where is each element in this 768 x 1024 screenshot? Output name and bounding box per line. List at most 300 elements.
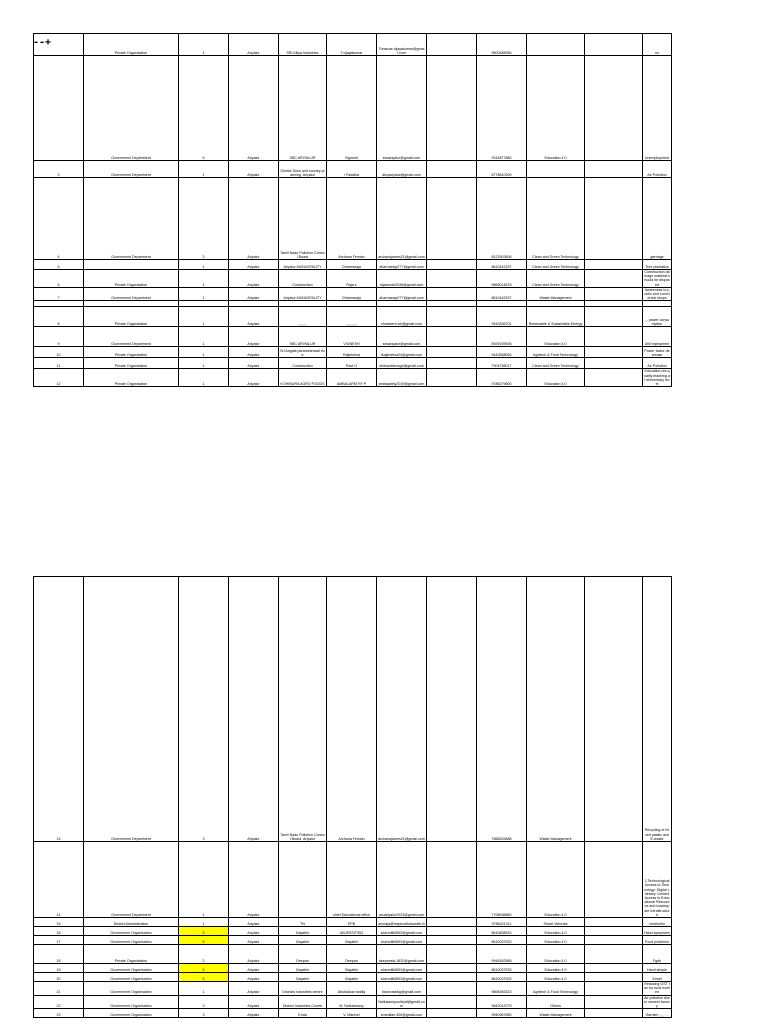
table-row	[34, 995, 672, 1009]
cell-theme[interactable]: Education 4.0	[527, 936, 585, 945]
cell-count[interactable]: 3	[179, 577, 229, 842]
cell-email[interactable]: bdcevavldig@gmail.com	[377, 982, 427, 996]
cell-problem[interactable]: Reducing GST tax for rural women	[644, 982, 670, 995]
cell-empty[interactable]	[427, 178, 477, 260]
table-row	[34, 327, 672, 347]
cell-org-type[interactable]: Private Organisation	[84, 369, 179, 387]
cell-contact[interactable]: AMBALAPATHY P	[327, 369, 377, 387]
cell-empty[interactable]	[427, 577, 477, 842]
cell-problem[interactable]: Fgdh	[643, 945, 672, 964]
cell-empty[interactable]	[585, 178, 643, 260]
cell-sno[interactable]: 19	[34, 964, 84, 973]
cell-count[interactable]: 1	[179, 347, 229, 358]
cell-org-type[interactable]: Private Organisation	[84, 358, 179, 369]
cell-problem[interactable]: Air Pollution	[643, 358, 672, 369]
cell-empty[interactable]	[585, 973, 643, 982]
cell-organisation[interactable]: Construction	[279, 358, 327, 369]
cell-empty[interactable]	[585, 577, 643, 842]
cell-empty[interactable]	[585, 1009, 643, 1018]
cell-problem[interactable]: Education not quality teaching at elementary level	[644, 369, 670, 387]
cell-empty[interactable]	[427, 1009, 477, 1018]
cell-phone[interactable]: 7708938860	[477, 842, 527, 918]
cell-phone[interactable]: 9443336701	[477, 307, 527, 327]
table-row	[34, 1009, 672, 1018]
cell-empty[interactable]	[585, 936, 643, 945]
cell-phone[interactable]: 8610037533	[477, 936, 527, 945]
cell-org-type[interactable]: Government Organisation	[84, 995, 179, 1009]
cell-empty[interactable]	[427, 287, 477, 301]
cell-email[interactable]: dharmaraja777@gmail.com	[377, 260, 427, 270]
cell-sno[interactable]: 23	[34, 1009, 84, 1018]
cell-empty[interactable]	[427, 270, 477, 288]
cell-org-type[interactable]: Government Department	[84, 56, 179, 161]
cell-phone[interactable]: 9344877880	[477, 56, 527, 161]
cell-contact[interactable]: M. Nalluswamy	[327, 995, 377, 1009]
cell-empty[interactable]	[427, 995, 477, 1009]
cell-district[interactable]: Ariyalur	[229, 34, 279, 56]
cell-district[interactable]: Ariyalur	[229, 161, 279, 178]
cell-email[interactable]: dharmaraja777@gmail.com	[377, 287, 427, 301]
cell-theme[interactable]: Education 4.0	[527, 56, 585, 161]
cell-theme[interactable]: Education 4.0	[527, 964, 585, 973]
cell-empty[interactable]	[585, 927, 643, 936]
cell-district[interactable]: Ariyalur	[229, 918, 279, 927]
cell-empty[interactable]	[585, 327, 643, 347]
cell-phone[interactable]: 7904798017	[477, 358, 527, 369]
cell-count-highlighted[interactable]: 5	[179, 973, 229, 982]
cell-district[interactable]: Ariyalur	[229, 287, 279, 301]
table-row	[34, 982, 672, 996]
cell-contact[interactable]: Gayathri	[327, 973, 377, 982]
cell-theme[interactable]: Waste Management	[527, 577, 585, 842]
cell-contact[interactable]: Ravi G	[327, 358, 377, 369]
cell-empty[interactable]	[585, 369, 643, 387]
cell-sno[interactable]: 8	[34, 307, 84, 327]
cell-sno[interactable]: 5	[34, 260, 84, 270]
cell-organisation[interactable]: Ariyalur MUNICIPALITY	[279, 287, 327, 301]
cell-organisation[interactable]: KOHINURA AGRO FOODS	[279, 369, 327, 387]
cell-phone[interactable]: 9940967850	[477, 1009, 527, 1018]
cell-count-highlighted[interactable]: 5	[179, 927, 229, 936]
cell-empty[interactable]	[585, 945, 643, 964]
cell-empty[interactable]	[427, 327, 477, 347]
cell-org-type[interactable]: Private Organisation	[84, 307, 179, 327]
cell-organisation[interactable]: Tamil Nadu Pollution Control Board, Ariyalur	[279, 577, 327, 842]
cell-email[interactable]: anuraja@tnspicndhasarath.in	[377, 918, 427, 927]
cell-org-type[interactable]: Government Department	[84, 842, 179, 918]
cell-empty[interactable]	[427, 936, 477, 945]
cell-problem[interactable]: 1.Technological Access to Technology: Digital Literacy: Limited Access to Educational Resources and Inadequate Infrastructure	[643, 842, 672, 918]
cell-phone[interactable]: 9894545323	[477, 982, 527, 996]
cell-sno[interactable]: 17	[34, 936, 84, 945]
cell-organisation[interactable]: District Town and country planning, Ariyalur	[279, 161, 327, 178]
cell-count[interactable]: 1	[179, 161, 229, 178]
cell-contact[interactable]: Gayathri	[327, 964, 377, 973]
cell-organisation[interactable]: Deepan	[279, 945, 327, 964]
cell-problem[interactable]: Tree plantation	[643, 260, 672, 270]
cell-theme[interactable]: Waste Management	[527, 1009, 585, 1018]
cell-empty[interactable]	[427, 56, 477, 161]
cell-problem[interactable]: no	[643, 34, 672, 56]
cell-district[interactable]: Ariyalur	[229, 347, 279, 358]
cell-count[interactable]: 1	[179, 369, 229, 387]
cell-theme[interactable]: Education 4.0	[527, 927, 585, 936]
cell-email[interactable]: Nallusamipoultrydl@gmail.com	[377, 995, 427, 1009]
cell-problem[interactable]: Hand symptoms	[643, 927, 672, 936]
cell-problem[interactable]: Air Pollution	[643, 161, 672, 178]
cell-empty[interactable]	[427, 964, 477, 973]
cell-contact[interactable]: EPB	[327, 918, 377, 927]
cell-problem[interactable]: Unemployment	[643, 56, 672, 161]
cell-contact[interactable]: Deepan	[327, 945, 377, 964]
cell-count[interactable]: 1	[179, 307, 229, 327]
cell-organisation[interactable]: SBC ARIYALUR	[279, 327, 327, 347]
cell-district[interactable]: Ariyalur	[229, 307, 279, 327]
cell-problem[interactable]: Power factor decrease	[643, 347, 672, 358]
cell-theme[interactable]: Clean and Green Technology	[527, 260, 585, 270]
cell-empty[interactable]	[427, 842, 477, 918]
cell-problem[interactable]: Air pollution due to cement factory	[644, 995, 670, 1009]
cell-contact[interactable]: ABJESSIT553	[327, 927, 377, 936]
table-row	[34, 358, 672, 369]
cell-empty[interactable]	[427, 347, 477, 358]
cell-district[interactable]: Ariyalur	[229, 358, 279, 369]
cell-sno[interactable]: 3	[34, 161, 84, 178]
cell-empty[interactable]	[585, 347, 643, 358]
cell-count[interactable]: 1	[179, 842, 229, 918]
cell-district[interactable]: Ariyalur	[229, 936, 279, 945]
cell-count-highlighted[interactable]: 5	[179, 936, 229, 945]
cell-sno[interactable]: 16	[34, 927, 84, 936]
cell-count[interactable]: 1	[179, 260, 229, 270]
cell-sno[interactable]: 7	[34, 287, 84, 301]
cell-empty[interactable]	[585, 842, 643, 918]
cell-org-type[interactable]: Private Organisation	[84, 270, 179, 288]
cell-phone[interactable]: 9944552565	[477, 945, 527, 964]
cell-theme[interactable]: Education 4.0	[527, 369, 585, 387]
cell-organisation[interactable]	[279, 842, 327, 918]
cell-sno[interactable]: 22	[34, 995, 84, 1009]
cell-problem[interactable]: Construction damage material should be disposed	[644, 270, 670, 287]
cell-email[interactable]: ceoariyalur2023@gmail.com	[377, 842, 427, 918]
cell-problem[interactable]: Food problems	[643, 936, 672, 945]
table-row	[34, 347, 672, 358]
cell-organisation[interactable]: ,,,,,,,,	[279, 307, 327, 327]
cell-empty[interactable]	[427, 307, 477, 327]
cell-theme[interactable]: Education 4.0	[527, 842, 585, 918]
cell-count-highlighted[interactable]: 5	[179, 964, 229, 973]
cell-contact[interactable]: ,,,,,,,,,,,	[327, 307, 377, 327]
cell-district[interactable]: Ariyalur	[229, 577, 279, 842]
cell-theme[interactable]: Clean and Green Technology	[527, 270, 585, 288]
table-row	[34, 369, 672, 387]
cell-empty[interactable]	[585, 161, 643, 178]
cell-theme[interactable]	[527, 161, 585, 178]
cell-district[interactable]: Ariyalur	[229, 270, 279, 288]
cell-org-type[interactable]: Private Organisation	[84, 945, 179, 964]
cell-email[interactable]: sbcrediti0893@gmail.com	[377, 973, 427, 982]
cell-problem[interactable]: Recycling of mixed plastic and E-waste	[643, 577, 672, 842]
cell-organisation[interactable]: SBC ARIYALUR	[279, 56, 327, 161]
cell-phone[interactable]: 8122903808	[477, 178, 527, 260]
cell-problem[interactable]: Garnien ,,,,, ...	[643, 1009, 672, 1018]
cell-district[interactable]: Ariyalur	[229, 56, 279, 161]
cell-phone[interactable]: 9842012079	[477, 995, 527, 1009]
cell-phone[interactable]: 9865014678	[477, 270, 527, 288]
cell-email[interactable]: rajaconstr0038@gmail.com	[377, 270, 427, 288]
table-row	[34, 161, 672, 178]
cell-contact[interactable]: Abubakkar siddiq	[327, 982, 377, 996]
cell-empty[interactable]	[427, 260, 477, 270]
cell-empty[interactable]	[585, 260, 643, 270]
cell-email[interactable]: dtcpariyalur@gmail.com	[377, 161, 427, 178]
cell-organisation[interactable]: Construction	[279, 270, 327, 288]
cell-empty[interactable]	[427, 358, 477, 369]
cell-organisation[interactable]: Gayathri	[279, 927, 327, 936]
cell-org-type[interactable]: Government Organisation	[84, 982, 179, 996]
cell-problem[interactable]: Awareness to public and commercial shops	[644, 287, 670, 301]
cell-sno[interactable]: 6	[34, 270, 84, 288]
cell-district[interactable]: Ariyalur	[229, 842, 279, 918]
cell-count[interactable]: 1	[179, 982, 229, 996]
cell-contact[interactable]: Raja s	[327, 270, 377, 288]
cell-phone[interactable]: 9442658063	[477, 347, 527, 358]
cell-phone[interactable]: 8610037533	[477, 973, 527, 982]
cell-problem[interactable]: chuthuthu	[643, 918, 672, 927]
cell-theme[interactable]: Agritech & Food Technology	[527, 982, 585, 996]
cell-contact[interactable]: Dharmaraja	[327, 287, 377, 301]
cell-count[interactable]: 2	[179, 945, 229, 964]
cell-sno[interactable]	[34, 56, 84, 161]
cell-district[interactable]: Ariyalur	[229, 973, 279, 982]
cell-contact[interactable]: chief Educational office	[327, 842, 377, 918]
cell-theme[interactable]: Education 4.0	[527, 945, 585, 964]
table-row	[34, 936, 672, 945]
table-row	[34, 842, 672, 918]
cell-empty[interactable]	[427, 973, 477, 982]
cell-district[interactable]: Ariyalur	[229, 945, 279, 964]
cell-problem[interactable]: UnEmployment	[643, 327, 672, 347]
cell-theme[interactable]: Renewable & Sustainable Energy	[527, 307, 585, 327]
cell-email[interactable]: smedilan.400@gmail.com	[377, 1009, 427, 1018]
cell-district[interactable]: Ariyalur	[229, 927, 279, 936]
cell-problem[interactable]: ,,, power consumption	[643, 307, 672, 327]
cell-district[interactable]: Ariyalur	[229, 178, 279, 260]
table-row	[34, 270, 672, 288]
table-row	[34, 260, 672, 270]
table-row	[34, 56, 672, 161]
cell-org-type[interactable]: Government Department	[84, 327, 179, 347]
table-row	[34, 927, 672, 936]
spreadsheet-table-bottom	[33, 576, 672, 1018]
table-row	[34, 577, 672, 842]
cell-org-type[interactable]: Government Department	[84, 287, 179, 301]
cell-sno[interactable]: 14	[34, 842, 84, 918]
cell-sno[interactable]: 18	[34, 945, 84, 964]
cell-email[interactable]: sbcrediti0893@gmail.com	[377, 927, 427, 936]
cell-empty[interactable]	[585, 358, 643, 369]
cell-district[interactable]: Ariyalur	[229, 982, 279, 996]
cell-district[interactable]: Ariyalur	[229, 964, 279, 973]
cell-count[interactable]: 3	[179, 178, 229, 260]
table-row	[34, 34, 672, 56]
cell-contact[interactable]: Archana Femian	[327, 577, 377, 842]
table-row	[34, 964, 672, 973]
cell-count[interactable]: 3	[179, 995, 229, 1009]
cell-phone[interactable]: 7868533888	[477, 577, 527, 842]
cell-org-type[interactable]: Government Organisation	[84, 1009, 179, 1018]
cell-org-type[interactable]	[84, 260, 179, 270]
cell-count[interactable]: 1	[179, 358, 229, 369]
cell-theme[interactable]: Smart Vehicles	[527, 918, 585, 927]
cell-district[interactable]: Ariyalur	[229, 995, 279, 1009]
cell-contact[interactable]: Vignesh	[327, 56, 377, 161]
cell-empty[interactable]	[585, 270, 643, 288]
cell-count[interactable]: 1	[179, 287, 229, 301]
cell-org-type[interactable]: Government Organisation	[84, 927, 179, 936]
cell-email[interactable]: sbcariyalur@gmail.com	[377, 56, 427, 161]
cell-email[interactable]: archanajames21@gmail.com	[377, 577, 427, 842]
sheet-corner-mark: --+	[33, 37, 52, 48]
cell-empty[interactable]	[585, 307, 643, 327]
cell-org-type[interactable]: District Administration	[84, 918, 179, 927]
cell-empty[interactable]	[585, 995, 643, 1009]
cell-phone[interactable]: 8610442297	[477, 287, 527, 301]
cell-email[interactable]: ekibravibenoge@gmail.com	[377, 358, 427, 369]
cell-count[interactable]: 1	[179, 918, 229, 927]
cell-contact[interactable]: V. Manivel	[327, 1009, 377, 1018]
cell-phone[interactable]: 8610037533	[477, 964, 527, 973]
cell-email[interactable]: sbcariyalur@gmail.com	[377, 327, 427, 347]
cell-empty[interactable]	[427, 982, 477, 996]
table-row	[34, 178, 672, 260]
cell-count[interactable]: 1	[179, 270, 229, 288]
cell-empty[interactable]	[427, 161, 477, 178]
cell-email[interactable]: ambapathy2019@gmail.com	[377, 369, 427, 387]
cell-email[interactable]: sbcrediti0893@gmail.com	[377, 964, 427, 973]
cell-theme[interactable]	[527, 34, 585, 56]
cell-phone[interactable]: 9600488956	[477, 34, 527, 56]
cell-sno[interactable]: 11	[34, 358, 84, 369]
cell-sno[interactable]: 20	[34, 973, 84, 982]
spreadsheet-table-top	[33, 33, 672, 387]
cell-empty[interactable]	[427, 927, 477, 936]
cell-org-type[interactable]: Private Organisation	[84, 347, 179, 358]
cell-org-type[interactable]: Government Organisation	[84, 964, 179, 973]
cell-district[interactable]: Ariyalur	[229, 369, 279, 387]
cell-contact[interactable]: Gayathri	[327, 936, 377, 945]
cell-theme[interactable]: Others	[527, 995, 585, 1009]
cell-phone[interactable]: 9786421311	[477, 918, 527, 927]
cell-org-type[interactable]: Government Department	[84, 161, 179, 178]
cell-organisation[interactable]: Districts industries centre	[279, 982, 327, 996]
cell-contact[interactable]: / Fasatha	[327, 161, 377, 178]
cell-phone[interactable]: 9786279800	[477, 369, 527, 387]
cell-phone[interactable]: 8778610309	[477, 161, 527, 178]
cell-sno[interactable]: 13	[34, 577, 84, 842]
cell-org-type[interactable]: Private Organisation	[84, 34, 179, 56]
cell-district[interactable]: Ariyalur	[229, 327, 279, 347]
cell-empty[interactable]	[427, 945, 477, 964]
cell-sno[interactable]: 4	[34, 178, 84, 260]
cell-count[interactable]: 1	[179, 327, 229, 347]
cell-sno[interactable]: 15	[34, 918, 84, 927]
cell-sno[interactable]: 10	[34, 347, 84, 358]
cell-organisation[interactable]: Gayathri	[279, 973, 327, 982]
cell-theme[interactable]: Agritech & Food Technology	[527, 347, 585, 358]
cell-district[interactable]: Ariyalur	[229, 260, 279, 270]
table-row	[34, 307, 672, 327]
cell-theme[interactable]: Waste Management	[527, 287, 585, 301]
cell-email[interactable]: sbcrediti0893@gmail.com	[377, 936, 427, 945]
cell-organisation[interactable]: Sri Angala parameshwari rice	[279, 347, 327, 358]
cell-contact[interactable]: Dharmaraja	[327, 260, 377, 270]
cell-contact[interactable]: Archana Femian	[327, 178, 377, 260]
cell-empty[interactable]	[585, 964, 643, 973]
cell-empty[interactable]	[585, 56, 643, 161]
cell-sno[interactable]: 9	[34, 327, 84, 347]
cell-organisation[interactable]: District Industries Centre	[279, 995, 327, 1009]
cell-email[interactable]: deepansis.1832@gmail.com	[377, 945, 427, 964]
cell-empty[interactable]	[427, 34, 477, 56]
cell-empty[interactable]	[427, 369, 477, 387]
cell-organisation[interactable]: Enda	[279, 1009, 327, 1018]
cell-org-type[interactable]: Government Department	[84, 178, 179, 260]
cell-organisation[interactable]: SRI Alliya Industries	[279, 34, 327, 56]
cell-sno[interactable]: 12	[34, 369, 84, 387]
cell-district[interactable]: Ariyalur	[229, 1009, 279, 1018]
cell-organisation[interactable]: Gayathri	[279, 936, 327, 945]
cell-email[interactable]: archanajames21@gmail.com	[377, 178, 427, 260]
cell-sno[interactable]: 21	[34, 982, 84, 996]
cell-empty[interactable]	[585, 287, 643, 301]
cell-problem[interactable]: Email	[643, 973, 672, 982]
cell-phone[interactable]: 8610442297	[477, 260, 527, 270]
cell-count[interactable]: 3	[179, 1009, 229, 1018]
cell-empty[interactable]	[585, 34, 643, 56]
cell-problem[interactable]: garbage	[643, 178, 672, 260]
cell-email[interactable]: rkajkrishna24@gmail.com	[377, 347, 427, 358]
cell-email[interactable]: Treasure.vijayakumar@gmail.com	[377, 34, 427, 56]
cell-sno[interactable]	[34, 34, 84, 56]
cell-org-type[interactable]: Government Organisation	[84, 936, 179, 945]
cell-org-type[interactable]: Government Organisation	[84, 973, 179, 982]
table-row	[34, 973, 672, 982]
cell-theme[interactable]: Education 4.0	[527, 973, 585, 982]
cell-theme[interactable]: Education 4.0	[527, 327, 585, 347]
cell-empty[interactable]	[585, 918, 643, 927]
cell-theme[interactable]: Clean and Green Technology	[527, 358, 585, 369]
cell-contact[interactable]: VIGNESH	[327, 327, 377, 347]
cell-email[interactable]: chnastern.str@gmail.com	[377, 307, 427, 327]
cell-phone[interactable]: 8610838533	[477, 927, 527, 936]
cell-organisation[interactable]: TN	[279, 918, 327, 927]
cell-contact[interactable]: Rajkrishna	[327, 347, 377, 358]
cell-organisation[interactable]: Gayathri	[279, 964, 327, 973]
cell-contact[interactable]: T.vijayakumar	[327, 34, 377, 56]
cell-organisation[interactable]: Ariyalur MUNICIPALITY	[279, 260, 327, 270]
cell-problem[interactable]: Hand simple	[643, 964, 672, 973]
cell-org-type[interactable]: Government Department	[84, 577, 179, 842]
cell-phone[interactable]: 8929159926	[477, 327, 527, 347]
cell-empty[interactable]	[585, 982, 643, 996]
cell-theme[interactable]: Clean and Green Technology	[527, 178, 585, 260]
cell-organisation[interactable]: Tamil Nadu Pollution Control Board	[279, 178, 327, 260]
table-row	[34, 287, 672, 301]
cell-count[interactable]: 1	[179, 34, 229, 56]
cell-empty[interactable]	[427, 918, 477, 927]
cell-count[interactable]: 5	[179, 56, 229, 161]
